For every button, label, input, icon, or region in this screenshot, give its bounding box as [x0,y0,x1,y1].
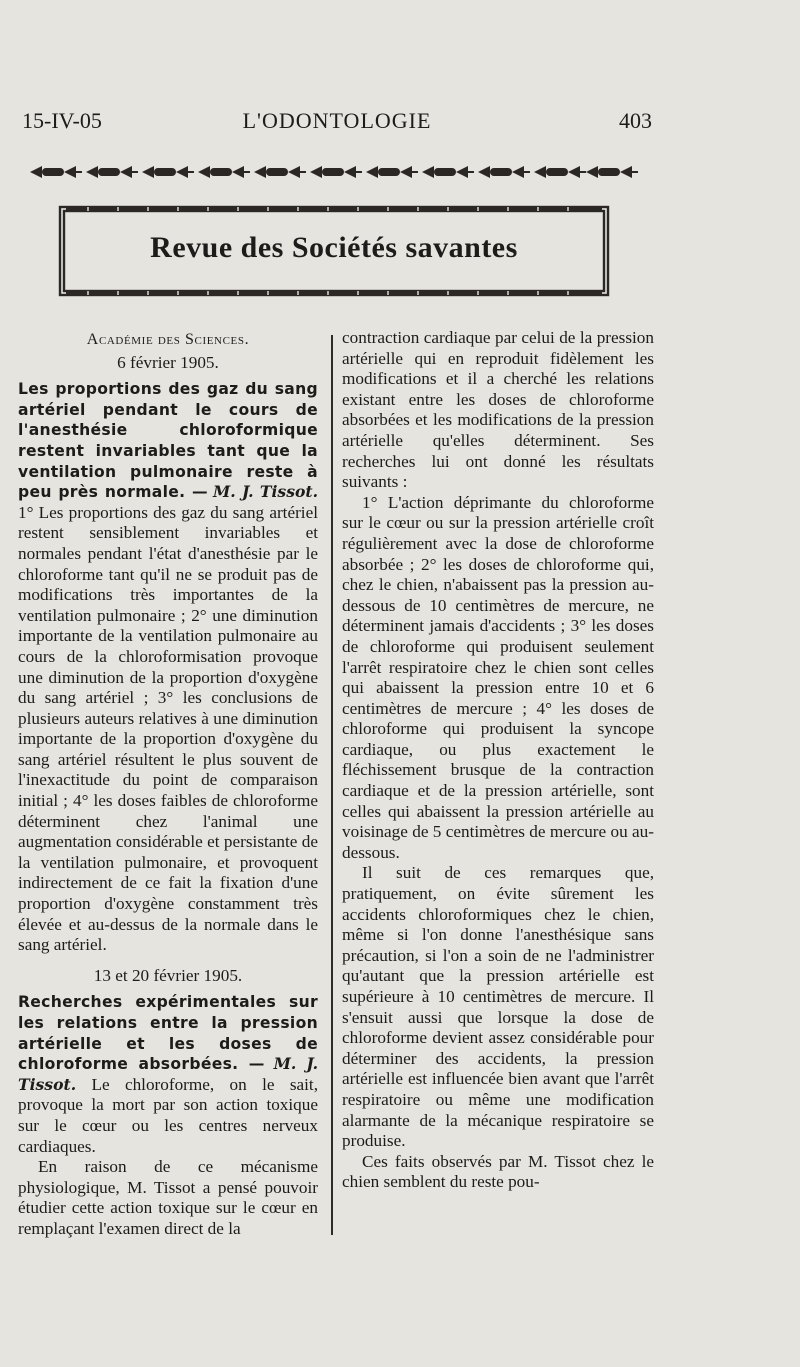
section-title: Revue des Sociétés savantes [150,231,518,264]
article-1-title: Les proportions des gaz du sang artériel pendant le cours de l'anesthésie chloroformique restent invariables tant que la ventilation pulmonaire reste à peu près normale. — [18,380,318,502]
article-2-text: Le chloroforme, on le sait, provoque la mort par son action toxique sur le cœur ou les centres nerveux cardiaques. [18,1074,318,1156]
article-2-title: Recherches expérimentales sur les relations entre la pression artérielle et les doses de chloroforme absorbées. — [18,993,318,1074]
right-paragraph-1: contraction cardiaque par celui de la pression artérielle qui en reproduit fidèlement les modifications et il a cherché les relations existant entre les doses de chloroforme absorbées et les modifications de la pression artérielle qu'elles déterminent. Ses recherches lui ont donné les résultats suivants : [342,328,654,492]
article-1 [18,379,318,956]
column-divider [331,335,333,1235]
section-title-frame [58,205,610,297]
session-date-2: 13 et 20 février 1905. [93,965,243,985]
running-header [22,108,652,142]
right-paragraph-4: Ces faits observés par M. Tissot chez le chien semblent du reste pou- [342,1151,654,1192]
article-1-text: 1° Les proportions des gaz du sang artériel restent sensiblement invariables et normales pendant l'état d'anesthésie par le chloroforme tant qu'il ne se produit pas de modifications très importantes de la ventilation pulmonaire ; 2° une diminution importante de la ventilation pulmonaire au cours de la chloroformisation provoque une diminution de la proportion d'oxygène du sang artériel ; 3° les conclusions de plusieurs auteurs relatives à une diminution importante de la proportion d'oxygène du sang artériel résultent le plus souvent de l'inexactitude du point de comparaison initial ; 4° les doses faibles de chloroforme déterminent chez l'animal une augmentation considérable et persistante de la ventilation pulmonaire, et provoquent indirectement de ce fait la fixation d'une proportion d'oxygène constamment très élevée et au-dessus de la normale dans le sang artériel. [18,502,318,955]
journal-title: L'ODONTOLOGIE [242,108,432,133]
left-column [18,328,318,1240]
right-paragraph-2: 1° L'action déprimante du chloroforme sur le cœur ou sur la pression artérielle croît régulièrement avec la dose de chloroforme absorbée ; 2° les doses de chloroforme qui, chez le chien, n'abaissent pas la pression au-dessous de 10 centimètres de mercure, ne déterminent jamais d'accidents ; 3° les doses de chloroforme qui produisent seulement l'arrêt respiratoire chez le chien sont celles qui abaissent la pression entre 10 et 6 centimètres de mercure ; 4° les doses de chloroforme qui produisent la syncope cardiaque, ou plus exactement le fléchissement brusque de la contraction cardiaque et de la pression artérielle, sont celles qui abaissent la pression artérielle au voisinage de 5 centimètres de mercure ou au-dessous. [342,492,654,862]
session-date-1: 6 février 1905. [117,352,219,372]
article-2 [18,992,318,1157]
article-1-author: M. J. Tissot. [213,482,319,502]
issue-date: 15-IV-05 [22,108,102,133]
right-paragraph-3: Il suit de ces remarques que, pratiquement, on évite sûrement les accidents chloroformiques chez le chien, même si l'on donne l'anesthésique sans précaution, si l'on a soin de ne l'administrer qu'autant que la pression artérielle est supérieure à 10 centimètres de mercure. Il s'ensuit aussi que lorsque la dose de chloroforme devient assez considérable pour déterminer des accidents, la pression artérielle est influencée bien avant que l'arrêt respiratoire ou même une modification alarmante de la mécanique respiratoire se produise. [342,863,654,1151]
article-2-paragraph-2: En raison de ce mécanisme physiologique, M. Tissot a pensé pouvoir étudier cette action toxique sur le cœur en remplaçant l'examen direct de la [18,1157,318,1238]
ornament-band-icon [28,160,638,184]
article-2-author: M. J. Tissot. [18,1054,318,1094]
right-column [342,328,654,1193]
society-name: Académie des Sciences. [86,331,250,348]
page-number: 403 [619,108,652,133]
